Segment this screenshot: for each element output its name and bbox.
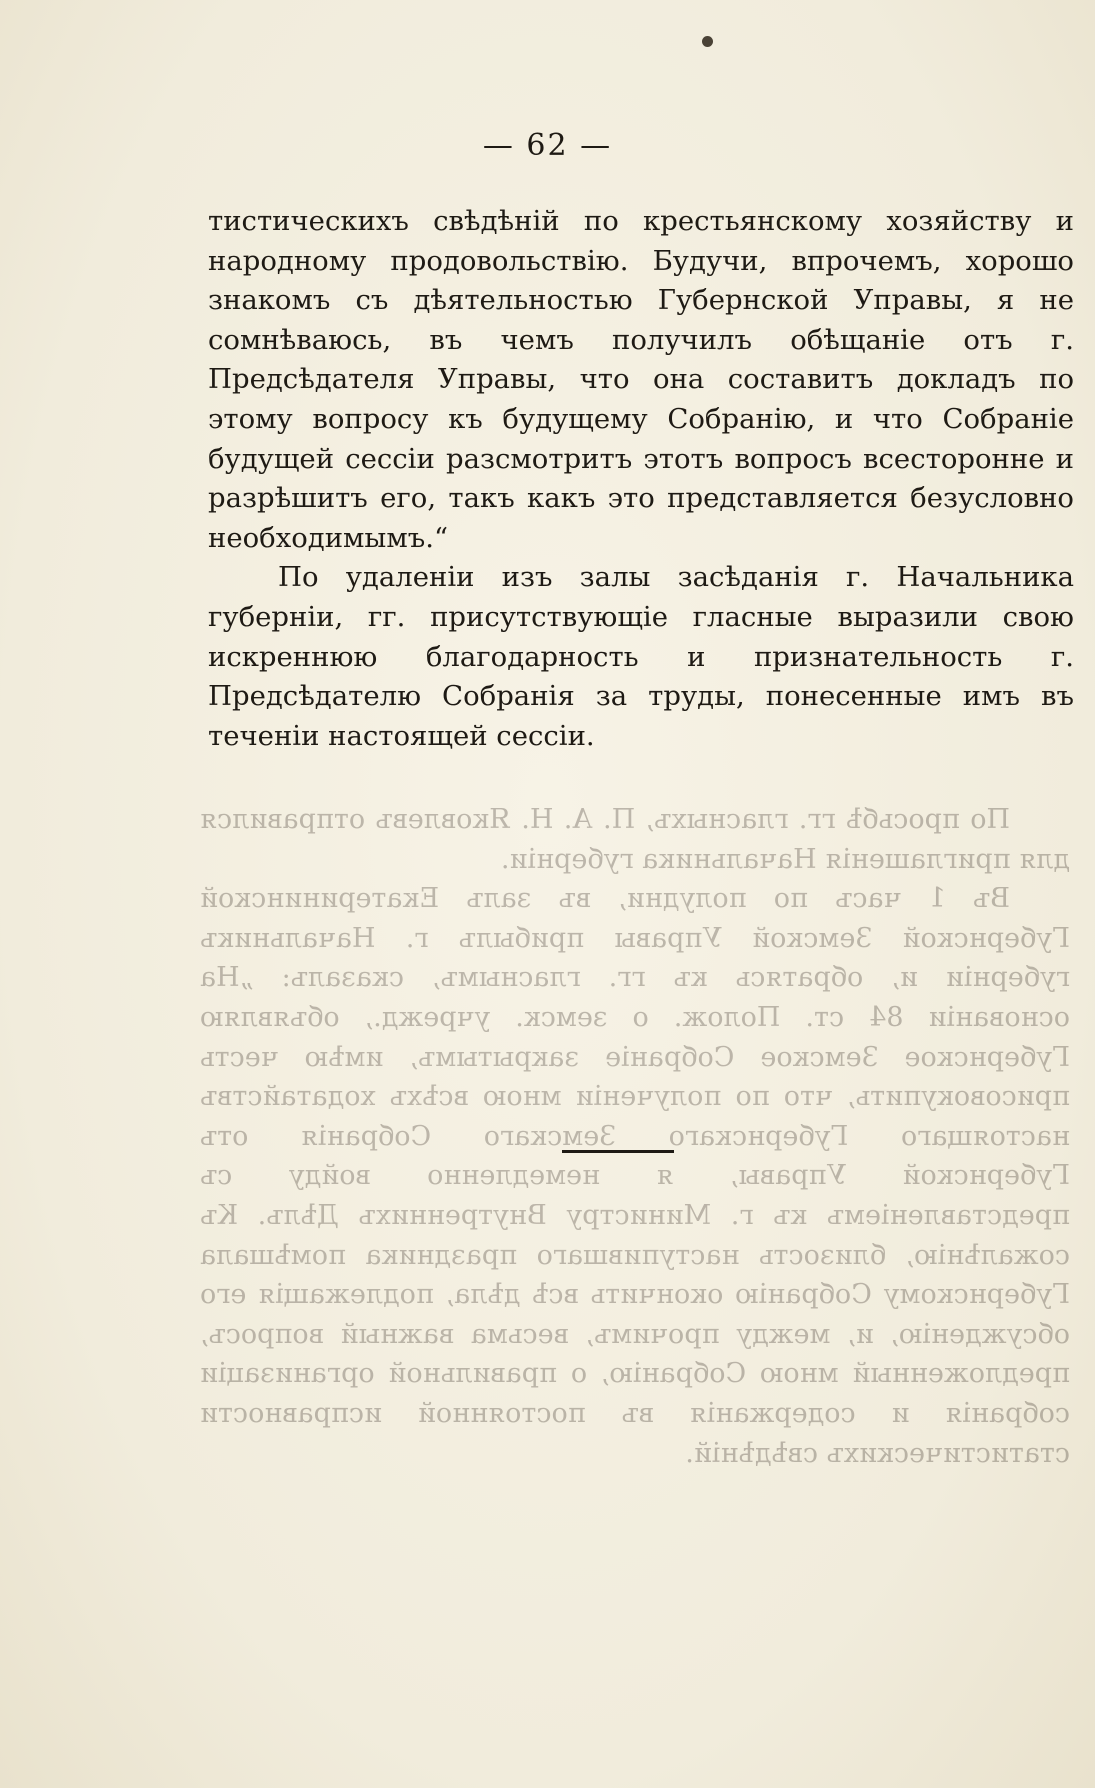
- ink-spot: [702, 36, 713, 47]
- page-number: — 62 —: [482, 128, 613, 163]
- bleed-through-text: [200, 800, 1070, 1473]
- body-text: [208, 202, 1074, 756]
- section-divider: [562, 1150, 674, 1153]
- bleed-line: По просьбѣ гг. гласныхъ, П. А. Н. Яковлевъ отправился для приглашенія Начальника губерніи.: [200, 804, 1070, 875]
- bleed-line: Въ 1 часъ по полудни, въ залъ Екатерининской Губернской Земской Управы прибылъ г. Начальникъ губерніи и, обратясь къ гг. гласнымъ, сказалъ: „На основаніи 84 ст. Полож. о земск. учрежд., объявляю Губернское Земское Собраніе закрытымъ, имѣю честь присовокупить, что по полученіи мною всѣхъ ходатайствъ настоящаго Губернскаго Земскаго Собранія отъ Губернской Управы, я немедленно войду съ представленіемъ къ г. Министру Внутреннихъ Дѣлъ. Къ сожалѣнію, близость наступившаго праздника помѣшала Губернскому Собранію окончить всѣ дѣла, подлежащія его обсужденію, и, между прочимъ, весьма важный вопросъ, предложенный мною Собранію, о правильной организаціи собранія и содержанія въ постоянной исправности статистическихъ свѣдѣній.: [200, 883, 1070, 1469]
- paragraph-quote-end: тистическихъ свѣдѣній по крестьянскому хозяйству и народному продовольствію. Будучи, впрочемъ, хорошо знакомъ съ дѣятельностью Губернской Управы, я не сомнѣваюсь, въ чемъ получилъ обѣщаніе отъ г. Предсѣдателя Управы, что она составитъ докладъ по этому вопросу къ будущему Собранію, и что Собраніе будущей сессіи разсмотритъ этотъ вопросъ всесторонне и разрѣшитъ его, такъ какъ это представляется безусловно необходимымъ.“: [208, 205, 1074, 554]
- paragraph-closing: По удаленіи изъ залы засѣданія г. Начальника губерніи, гг. присутствующіе гласные выразили свою искреннюю благодарность и признательность г. Предсѣдателю Собранія за труды, понесенные имъ въ теченіи настоящей сессіи.: [208, 561, 1074, 752]
